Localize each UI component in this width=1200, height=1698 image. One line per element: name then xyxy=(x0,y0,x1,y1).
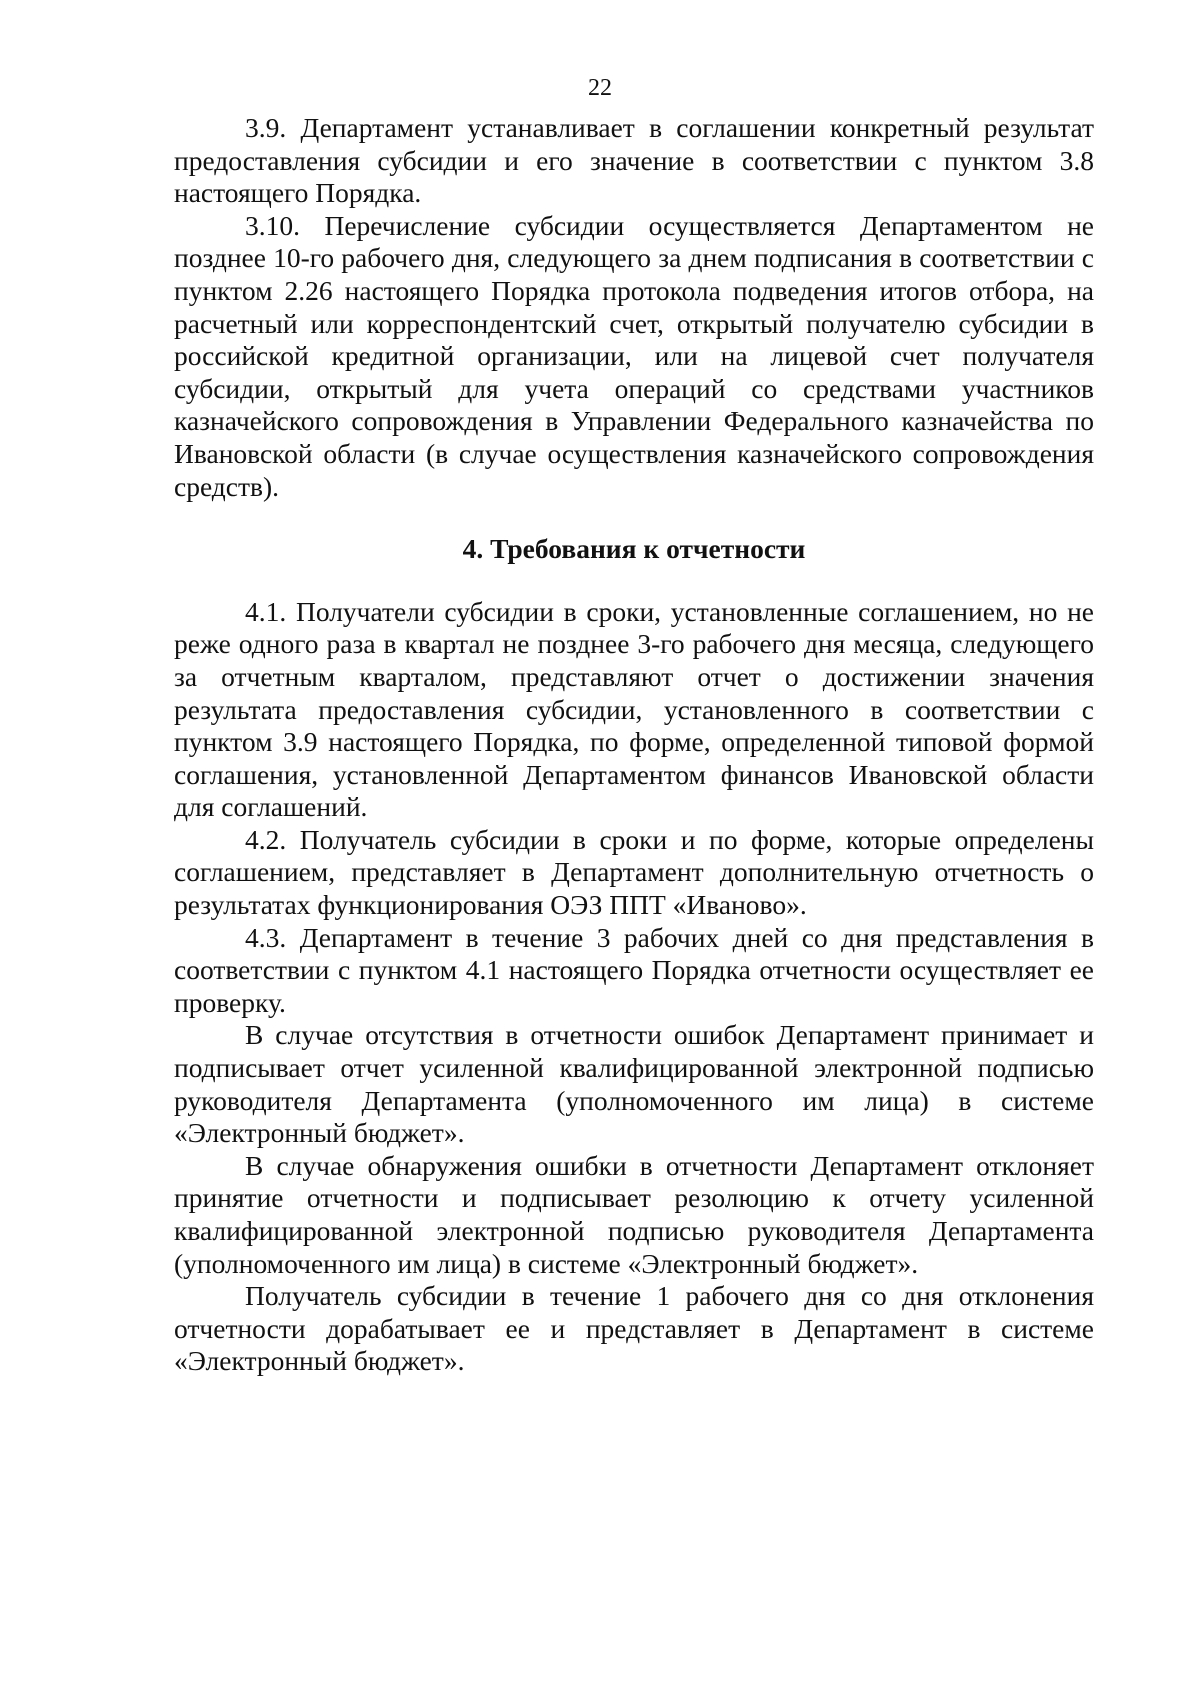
paragraph-3-9: 3.9. Департамент устанавливает в соглашении конкретный результат предоставления субсидии и его значение в соответствии с пунктом 3.8 настоящего Порядка. xyxy=(174,112,1094,209)
page-number: 22 xyxy=(588,75,612,101)
paragraph-4-3: 4.3. Департамент в течение 3 рабочих дней со дня представления в соответствии с пунктом 4.1 настоящего Порядка отчетности осуществляет ее проверку. xyxy=(174,921,1094,1018)
section-heading-4: 4. Требования к отчетности xyxy=(462,533,806,565)
document-body xyxy=(174,112,1094,1378)
paragraph-rework: Получатель субсидии в течение 1 рабочего дня со дня отклонения отчетности дорабатывает ее и представляет в Департамент в системе «Электронный бюджет». xyxy=(174,1280,1094,1377)
paragraph-errors-found: В случае обнаружения ошибки в отчетности Департамент отклоняет принятие отчетности и подписывает резолюцию к отчету усиленной квалифицированной электронной подписью руководителя Департамента (уполномоченного им лица) в системе «Электронный бюджет». xyxy=(174,1149,1094,1279)
paragraph-4-1: 4.1. Получатели субсидии в сроки, установленные соглашением, но не реже одного раза в квартал не позднее 3-го рабочего дня месяца, следующего за отчетным кварталом, представляют отчет о достижении значения результата предоставления субсидии, установленного в соответствии с пунктом 3.9 настоящего Порядка, по форме, определенной типовой формой соглашения, установленной Департаментом финансов Ивановской области для соглашений. xyxy=(174,595,1094,823)
paragraph-3-10: 3.10. Перечисление субсидии осуществляется Департаментом не позднее 10-го рабочего дня, следующего за днем подписания в соответствии с пунктом 2.26 настоящего Порядка протокола подведения итогов отбора, на расчетный или корреспондентский счет, открытый получателю субсидии в российской кредитной организации, или на лицевой счет получателя субсидии, открытый для учета операций со средствами участников казначейского сопровождения в Управлении Федерального казначейства по Ивановской области (в случае осуществления казначейского сопровождения средств). xyxy=(174,209,1094,502)
paragraph-4-2: 4.2. Получатель субсидии в сроки и по форме, которые определены соглашением, представляет в Департамент дополнительную отчетность о результатах функционирования ОЭЗ ППТ «Иваново». xyxy=(174,823,1094,921)
paragraph-no-errors: В случае отсутствия в отчетности ошибок Департамент принимает и подписывает отчет усиленной квалифицированной электронной подписью руководителя Департамента (уполномоченного им лица) в системе «Электронный бюджет». xyxy=(174,1019,1094,1149)
